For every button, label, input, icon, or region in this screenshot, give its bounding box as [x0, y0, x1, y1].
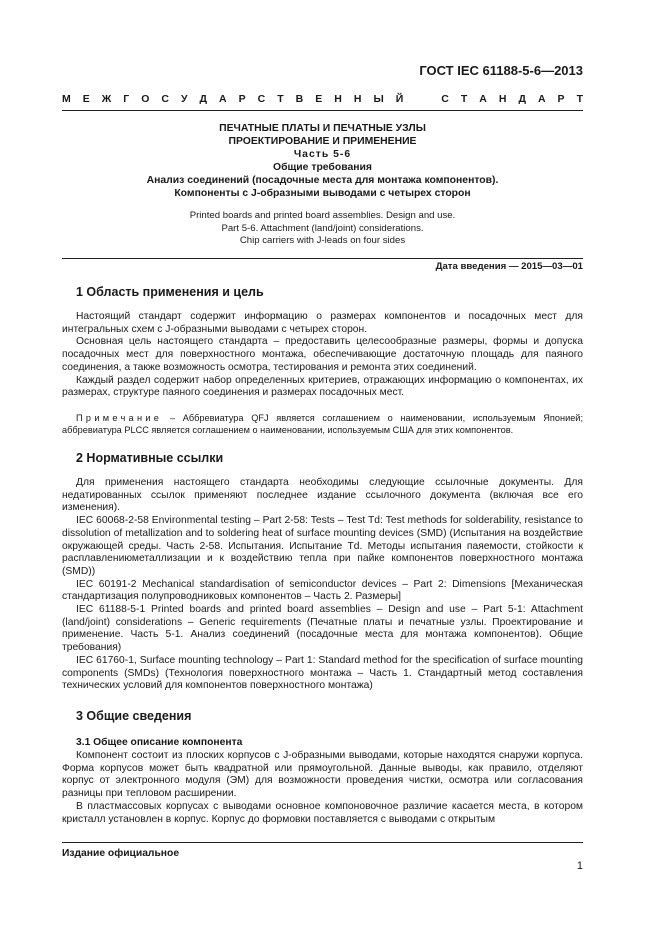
banner-letter: Т — [460, 93, 468, 105]
banner-letter: Т — [576, 93, 583, 105]
standard-banner — [62, 93, 583, 105]
title-block — [62, 122, 583, 200]
banner-letter: Р — [557, 93, 565, 105]
banner-letter: Н — [334, 93, 342, 105]
banner-letter: С — [441, 93, 449, 105]
banner-letter: О — [141, 93, 150, 105]
english-title-line-3: Chip carriers with J-leads on four sides — [239, 235, 406, 246]
intro-divider — [62, 258, 583, 259]
banner-letter: В — [295, 93, 304, 105]
title-line-4: Общие требования — [273, 162, 372, 173]
title-line-6: Компоненты с J-образными выводами с четырех сторон — [174, 188, 471, 199]
title-line-5: Анализ соединений (посадочные места для монтажа компонентов). — [146, 175, 499, 186]
title-line-1: ПЕЧАТНЫЕ ПЛАТЫ И ПЕЧАТНЫЕ УЗЛЫ — [219, 123, 426, 134]
reference-iec-60191-2: IEC 60191-2 Mechanical standardisation of semiconductor devices – Part 2: Dimensions [Механическая стандартизация полупроводниковых компонентов – Часть 2. Размеры] — [62, 578, 583, 603]
english-title-block — [62, 210, 583, 248]
english-title-line-1: Printed boards and printed board assemblies. Design and use. — [189, 210, 456, 221]
section-1-paragraph-3: Каждый раздел содержит набор определенных критериев, отражающих информацию о компонентах, их размерах, структуре паяного соединения и размерах посадочных мест. — [62, 374, 583, 399]
section-3-paragraph-1: Компонент состоит из плоских корпусов с J-образными выводами, которые находятся снаружи корпуса. Форма корпусов может быть квадратной или прямоугольной. Данные выводы, как правило, отделяют корпус от электронного модуля (ЭМ) для возможности проведения чистки, осмотра или согласования разницы при тепловом расширении. — [62, 750, 583, 800]
banner-letter: Ы — [373, 93, 384, 105]
section-2-heading: 2 Нормативные ссылки — [76, 451, 224, 465]
section-1-paragraph-1: Настоящий стандарт содержит информацию о размерах компонентов и посадочных мест для интегральных схем с J-образными выводами с четырех сторон. — [62, 311, 583, 335]
reference-iec-61188-5-1: IEC 61188-5-1 Printed boards and printed board assemblies – Design and use – Part 5-1: Attachment (land/joint) considerations – Generic requirements (Печатные платы и печатные узлы. Проектирование и применение. Часть 5-1. Анализ соединений (посадочные места для монтажа компонентов). Общие требования) — [62, 604, 583, 654]
banner-letter: Е — [82, 93, 90, 105]
banner-letter: Д — [518, 93, 526, 105]
reference-iec-61760-1: IEC 61760-1, Surface mounting technology – Part 1: Standard method for the specification of surface mounting components (SMDs) (Технология поверхностного монтажа – Часть 1. Стандартный метод составления технических условий для компонентов поверхностного монтажа) — [62, 654, 583, 692]
subsection-3-1-heading: 3.1 Общее описание компонента — [76, 737, 243, 748]
title-line-2: ПРОЕКТИРОВАНИЕ И ПРИМЕНЕНИЕ — [228, 136, 417, 147]
banner-letter: Е — [315, 93, 323, 105]
note-label: Примечание — [76, 413, 163, 423]
note-text: – Аббревиатура QFJ является соглашением о наименовании, используемым Японией; аббревиатура PLCC является соглашением о наименовании, используемым США для этих компонентов. — [62, 413, 583, 435]
banner-divider — [62, 110, 583, 111]
banner-letter: Т — [277, 93, 284, 105]
banner-letter: Н — [498, 93, 507, 105]
banner-letter: А — [537, 93, 546, 105]
banner-letter: Й — [395, 93, 404, 105]
section-2-body — [62, 477, 583, 693]
banner-letter: Ж — [101, 93, 112, 105]
official-edition-label: Издание официальное — [62, 848, 180, 859]
banner-letter: У — [180, 93, 188, 105]
page-number: 1 — [576, 860, 583, 872]
footer-divider — [62, 842, 583, 843]
banner-letter: С — [257, 93, 266, 105]
section-1-paragraph-2: Основная цель настоящего стандарта – предоставить целесообразные размеры, формы и допуска посадочных мест для поверхностного монтажа, обеспечивающие достаточную площадь для паяного соединения, а также возможность осмотра, тестирования и ремонта этих соединений. — [62, 336, 583, 373]
banner-word-gap — [415, 93, 429, 105]
banner-letter: Д — [199, 93, 208, 105]
section-2-paragraph-1: Для применения настоящего стандарта необходимы следующие ссылочные документы. Для недатированных ссылок применяют последнее издание ссылочного документа (включая все его изменения). — [62, 477, 583, 514]
section-1-heading: 1 Область применения и цель — [76, 285, 264, 299]
banner-letter: А — [479, 93, 487, 105]
title-part-number: Часть 5-6 — [293, 149, 352, 160]
banner-letter: Р — [238, 93, 246, 105]
section-1-note — [62, 412, 583, 436]
section-3-heading: 3 Общие сведения — [76, 709, 192, 723]
section-3-body — [62, 750, 583, 826]
introduction-date: Дата введения — 2015—03—01 — [435, 261, 583, 272]
banner-letter: Г — [123, 93, 130, 105]
section-1-body — [62, 311, 583, 400]
section-3-paragraph-2: В пластмассовых корпусах с выводами основное компоновочное различие касается места, в котором кристалл установлен в корпус. Корпус до формовки поставляется с выводами с открытым — [62, 800, 583, 825]
document-number: ГОСТ IEC 61188-5-6—2013 — [419, 63, 583, 78]
reference-iec-60068-2-58: IEC 60068-2-58 Environmental testing – Part 2-58: Tests – Test Td: Test methods for solderability, resistance to dissolution of metallization and to soldering heat of surface mounting devices (SMD) (Испытания на воздействие окружающей среды. Часть 2-58. Испытания. Испытание Td. Методы испытания паяемости, стойкости к расплавлениюметаллизации и к воздействию тепла при пайке компонентов поверхностного монтажа (SMD)) — [62, 515, 583, 577]
banner-letter: А — [219, 93, 227, 105]
banner-letter: С — [161, 93, 169, 105]
english-title-line-2: Part 5-6. Attachment (land/joint) considerations. — [221, 222, 424, 234]
banner-letter: М — [62, 93, 71, 105]
banner-letter: Н — [353, 93, 362, 105]
